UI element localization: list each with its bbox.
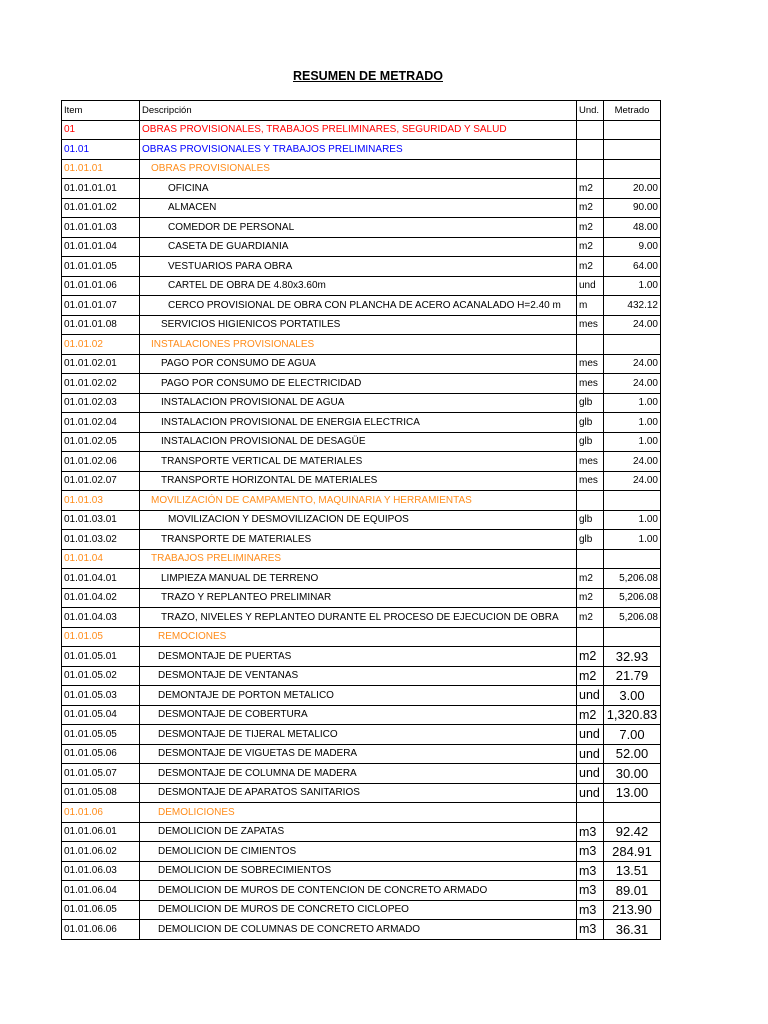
table-row xyxy=(62,647,661,667)
table-row xyxy=(62,335,661,355)
table-row xyxy=(62,471,661,491)
row-metrado xyxy=(604,120,661,140)
table-row xyxy=(62,315,661,335)
row-metrado: 13.00 xyxy=(604,783,661,803)
row-metrado: 24.00 xyxy=(604,315,661,335)
row-description: CARTEL DE OBRA DE 4.80x3.60m xyxy=(140,276,577,296)
row-metrado: 213.90 xyxy=(604,900,661,920)
row-unit xyxy=(577,803,604,823)
row-unit: mes xyxy=(577,471,604,491)
row-description: TRABAJOS PRELIMINARES xyxy=(140,549,577,569)
row-metrado: 5,206.08 xyxy=(604,608,661,628)
row-item-code: 01.01.01.08 xyxy=(62,315,140,335)
table-row xyxy=(62,725,661,745)
row-unit: und xyxy=(577,744,604,764)
row-metrado: 7.00 xyxy=(604,725,661,745)
table-row xyxy=(62,900,661,920)
row-unit: m3 xyxy=(577,842,604,862)
row-metrado xyxy=(604,140,661,160)
row-metrado: 1.00 xyxy=(604,510,661,530)
row-description: OBRAS PROVISIONALES Y TRABAJOS PRELIMINARES xyxy=(140,140,577,160)
row-unit: m xyxy=(577,296,604,316)
row-metrado: 24.00 xyxy=(604,354,661,374)
row-description: DESMONTAJE DE COLUMNA DE MADERA xyxy=(140,764,577,784)
row-description: DEMOLICIONES xyxy=(140,803,577,823)
table-row xyxy=(62,413,661,433)
row-item-code: 01.01.01.05 xyxy=(62,257,140,277)
row-metrado: 24.00 xyxy=(604,471,661,491)
row-unit: und xyxy=(577,783,604,803)
row-description: DESMONTAJE DE COBERTURA xyxy=(140,705,577,725)
row-metrado: 1.00 xyxy=(604,276,661,296)
row-description: DESMONTAJE DE APARATOS SANITARIOS xyxy=(140,783,577,803)
row-unit: m2 xyxy=(577,198,604,218)
row-description: INSTALACION PROVISIONAL DE AGUA xyxy=(140,393,577,413)
row-item-code: 01.01.06.02 xyxy=(62,842,140,862)
table-row xyxy=(62,354,661,374)
table-row xyxy=(62,159,661,179)
row-unit xyxy=(577,627,604,647)
row-description: OFICINA xyxy=(140,179,577,199)
table-row xyxy=(62,510,661,530)
row-description: REMOCIONES xyxy=(140,627,577,647)
row-description: TRAZO, NIVELES Y REPLANTEO DURANTE EL PROCESO DE EJECUCION DE OBRA xyxy=(140,608,577,628)
row-description: DEMONTAJE DE PORTON METALICO xyxy=(140,686,577,706)
row-unit: m2 xyxy=(577,569,604,589)
row-metrado: 52.00 xyxy=(604,744,661,764)
row-metrado: 24.00 xyxy=(604,452,661,472)
row-item-code: 01.01.05.07 xyxy=(62,764,140,784)
row-item-code: 01.01.02.05 xyxy=(62,432,140,452)
table-header-row xyxy=(62,101,661,121)
row-description: TRANSPORTE HORIZONTAL DE MATERIALES xyxy=(140,471,577,491)
table-row xyxy=(62,296,661,316)
table-row xyxy=(62,842,661,862)
row-unit: m3 xyxy=(577,822,604,842)
row-metrado: 24.00 xyxy=(604,374,661,394)
page-title: RESUMEN DE METRADO xyxy=(292,69,443,83)
row-description: SERVICIOS HIGIENICOS PORTATILES xyxy=(140,315,577,335)
row-metrado: 30.00 xyxy=(604,764,661,784)
table-body xyxy=(62,120,661,939)
table-row xyxy=(62,861,661,881)
table-row xyxy=(62,666,661,686)
row-unit: m2 xyxy=(577,179,604,199)
row-item-code: 01.01.02.03 xyxy=(62,393,140,413)
table-row xyxy=(62,744,661,764)
header-description: Descripción xyxy=(140,101,577,121)
row-metrado: 1.00 xyxy=(604,393,661,413)
row-item-code: 01.01.03.02 xyxy=(62,530,140,550)
row-description: PAGO POR CONSUMO DE ELECTRICIDAD xyxy=(140,374,577,394)
row-unit: mes xyxy=(577,315,604,335)
table-row xyxy=(62,881,661,901)
row-description: DEMOLICION DE SOBRECIMIENTOS xyxy=(140,861,577,881)
row-item-code: 01.01.01 xyxy=(62,159,140,179)
row-item-code: 01.01.01.01 xyxy=(62,179,140,199)
row-item-code: 01.01.01.06 xyxy=(62,276,140,296)
row-description: INSTALACION PROVISIONAL DE DESAGÜE xyxy=(140,432,577,452)
row-item-code: 01.01.04 xyxy=(62,549,140,569)
table-row xyxy=(62,120,661,140)
row-item-code: 01.01.02.02 xyxy=(62,374,140,394)
row-item-code: 01 xyxy=(62,120,140,140)
row-item-code: 01.01.06.03 xyxy=(62,861,140,881)
row-unit: m2 xyxy=(577,237,604,257)
table-row xyxy=(62,179,661,199)
row-item-code: 01.01.03.01 xyxy=(62,510,140,530)
row-unit: und xyxy=(577,276,604,296)
table-row xyxy=(62,198,661,218)
row-unit: m2 xyxy=(577,647,604,667)
row-item-code: 01.01.01.07 xyxy=(62,296,140,316)
row-metrado xyxy=(604,335,661,355)
row-metrado: 36.31 xyxy=(604,920,661,940)
table-row xyxy=(62,608,661,628)
row-metrado xyxy=(604,803,661,823)
table-row xyxy=(62,920,661,940)
row-metrado xyxy=(604,491,661,511)
row-metrado: 432.12 xyxy=(604,296,661,316)
row-unit: glb xyxy=(577,393,604,413)
row-metrado: 89.01 xyxy=(604,881,661,901)
row-metrado: 1.00 xyxy=(604,530,661,550)
row-unit xyxy=(577,120,604,140)
row-unit xyxy=(577,335,604,355)
row-description: MOVILIZACIÓN DE CAMPAMENTO, MAQUINARIA Y HERRAMIENTAS xyxy=(140,491,577,511)
row-description: CERCO PROVISIONAL DE OBRA CON PLANCHA DE ACERO ACANALADO H=2.40 m xyxy=(140,296,577,316)
row-description: INSTALACION PROVISIONAL DE ENERGIA ELECTRICA xyxy=(140,413,577,433)
row-unit xyxy=(577,159,604,179)
row-description: COMEDOR DE PERSONAL xyxy=(140,218,577,238)
row-description: DEMOLICION DE MUROS DE CONTENCION DE CONCRETO ARMADO xyxy=(140,881,577,901)
row-description: TRAZO Y REPLANTEO PRELIMINAR xyxy=(140,588,577,608)
row-metrado: 284.91 xyxy=(604,842,661,862)
row-item-code: 01.01.06.05 xyxy=(62,900,140,920)
row-unit: m3 xyxy=(577,920,604,940)
row-unit: m2 xyxy=(577,588,604,608)
row-metrado: 20.00 xyxy=(604,179,661,199)
table-row xyxy=(62,491,661,511)
row-item-code: 01.01.04.02 xyxy=(62,588,140,608)
row-item-code: 01.01.05.04 xyxy=(62,705,140,725)
row-item-code: 01.01.06.04 xyxy=(62,881,140,901)
table-row xyxy=(62,530,661,550)
table-row xyxy=(62,374,661,394)
table-row xyxy=(62,588,661,608)
row-unit: glb xyxy=(577,413,604,433)
row-description: DESMONTAJE DE VENTANAS xyxy=(140,666,577,686)
row-item-code: 01.01.04.01 xyxy=(62,569,140,589)
row-metrado: 92.42 xyxy=(604,822,661,842)
row-item-code: 01.01.05.01 xyxy=(62,647,140,667)
row-metrado xyxy=(604,159,661,179)
row-unit xyxy=(577,549,604,569)
row-metrado: 9.00 xyxy=(604,237,661,257)
row-unit: m2 xyxy=(577,608,604,628)
row-item-code: 01.01.01.04 xyxy=(62,237,140,257)
row-unit: und xyxy=(577,686,604,706)
row-item-code: 01.01.03 xyxy=(62,491,140,511)
row-metrado: 21.79 xyxy=(604,666,661,686)
row-description: TRANSPORTE DE MATERIALES xyxy=(140,530,577,550)
row-unit: m3 xyxy=(577,861,604,881)
table-row xyxy=(62,393,661,413)
row-description: DEMOLICION DE ZAPATAS xyxy=(140,822,577,842)
row-metrado: 13.51 xyxy=(604,861,661,881)
row-description: DESMONTAJE DE TIJERAL METALICO xyxy=(140,725,577,745)
row-metrado: 5,206.08 xyxy=(604,588,661,608)
row-metrado: 90.00 xyxy=(604,198,661,218)
row-unit: mes xyxy=(577,452,604,472)
row-metrado: 1.00 xyxy=(604,413,661,433)
row-metrado: 32.93 xyxy=(604,647,661,667)
table-row xyxy=(62,764,661,784)
row-unit: m3 xyxy=(577,900,604,920)
row-item-code: 01.01.06.06 xyxy=(62,920,140,940)
row-item-code: 01.01.06 xyxy=(62,803,140,823)
row-metrado xyxy=(604,549,661,569)
row-item-code: 01.01.01.03 xyxy=(62,218,140,238)
row-item-code: 01.01.05.06 xyxy=(62,744,140,764)
row-metrado: 5,206.08 xyxy=(604,569,661,589)
row-item-code: 01.01.06.01 xyxy=(62,822,140,842)
row-description: DESMONTAJE DE PUERTAS xyxy=(140,647,577,667)
header-item: Item xyxy=(62,101,140,121)
row-item-code: 01.01.05.03 xyxy=(62,686,140,706)
row-item-code: 01.01.05.02 xyxy=(62,666,140,686)
row-item-code: 01.01.04.03 xyxy=(62,608,140,628)
row-unit: m3 xyxy=(577,881,604,901)
row-unit: mes xyxy=(577,354,604,374)
metrado-table xyxy=(61,100,661,940)
table-row xyxy=(62,783,661,803)
row-description: OBRAS PROVISIONALES xyxy=(140,159,577,179)
row-item-code: 01.01 xyxy=(62,140,140,160)
row-item-code: 01.01.02.06 xyxy=(62,452,140,472)
row-description: ALMACEN xyxy=(140,198,577,218)
row-unit: glb xyxy=(577,432,604,452)
row-item-code: 01.01.02.01 xyxy=(62,354,140,374)
row-unit xyxy=(577,491,604,511)
table-row xyxy=(62,705,661,725)
row-description: TRANSPORTE VERTICAL DE MATERIALES xyxy=(140,452,577,472)
row-metrado xyxy=(604,627,661,647)
row-unit: mes xyxy=(577,374,604,394)
row-description: DEMOLICION DE COLUMNAS DE CONCRETO ARMADO xyxy=(140,920,577,940)
row-metrado: 48.00 xyxy=(604,218,661,238)
row-item-code: 01.01.05.05 xyxy=(62,725,140,745)
table-row xyxy=(62,432,661,452)
table-row xyxy=(62,140,661,160)
table-row xyxy=(62,627,661,647)
row-metrado: 1.00 xyxy=(604,432,661,452)
row-description: DESMONTAJE DE VIGUETAS DE MADERA xyxy=(140,744,577,764)
row-description: MOVILIZACION Y DESMOVILIZACION DE EQUIPOS xyxy=(140,510,577,530)
row-metrado: 1,320.83 xyxy=(604,705,661,725)
row-metrado: 64.00 xyxy=(604,257,661,277)
row-unit: glb xyxy=(577,510,604,530)
table-row xyxy=(62,257,661,277)
row-item-code: 01.01.02 xyxy=(62,335,140,355)
row-metrado: 3.00 xyxy=(604,686,661,706)
row-item-code: 01.01.02.04 xyxy=(62,413,140,433)
row-description: DEMOLICION DE CIMIENTOS xyxy=(140,842,577,862)
row-unit: und xyxy=(577,725,604,745)
table-row xyxy=(62,803,661,823)
table-row xyxy=(62,686,661,706)
row-unit: m2 xyxy=(577,666,604,686)
row-description: LIMPIEZA MANUAL DE TERRENO xyxy=(140,569,577,589)
header-metrado: Metrado xyxy=(604,101,661,121)
row-unit xyxy=(577,140,604,160)
row-item-code: 01.01.05.08 xyxy=(62,783,140,803)
table-row xyxy=(62,276,661,296)
row-description: PAGO POR CONSUMO DE AGUA xyxy=(140,354,577,374)
row-unit: m2 xyxy=(577,218,604,238)
table-row xyxy=(62,452,661,472)
table-row xyxy=(62,549,661,569)
row-unit: m2 xyxy=(577,705,604,725)
row-description: INSTALACIONES PROVISIONALES xyxy=(140,335,577,355)
row-description: DEMOLICION DE MUROS DE CONCRETO CICLOPEO xyxy=(140,900,577,920)
row-unit: m2 xyxy=(577,257,604,277)
header-unit: Und. xyxy=(577,101,604,121)
table-row xyxy=(62,822,661,842)
table-row xyxy=(62,237,661,257)
table-row xyxy=(62,569,661,589)
table-row xyxy=(62,218,661,238)
row-description: OBRAS PROVISIONALES, TRABAJOS PRELIMINARES, SEGURIDAD Y SALUD xyxy=(140,120,577,140)
row-item-code: 01.01.05 xyxy=(62,627,140,647)
row-description: VESTUARIOS PARA OBRA xyxy=(140,257,577,277)
row-item-code: 01.01.02.07 xyxy=(62,471,140,491)
row-unit: glb xyxy=(577,530,604,550)
row-item-code: 01.01.01.02 xyxy=(62,198,140,218)
row-description: CASETA DE GUARDIANIA xyxy=(140,237,577,257)
row-unit: und xyxy=(577,764,604,784)
